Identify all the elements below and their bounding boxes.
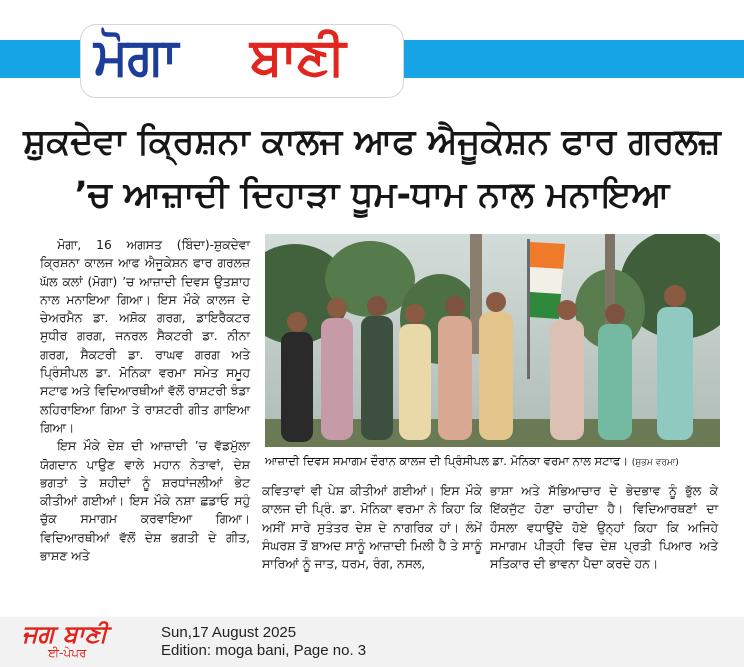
photo-caption	[265, 449, 720, 473]
photo-caption-text: ਆਜ਼ਾਦੀ ਦਿਵਸ ਸਮਾਗਮ ਦੌਰਾਨ ਕਾਲਜ ਦੀ ਪ੍ਰਿੰਸੀਪਲ ਡਾ. ਮੋਨਿਕਾ ਵਰਮਾ ਨਾਲ ਸਟਾਫ।	[265, 454, 629, 468]
article-paragraph-1: ਮੋਗਾ, 16 ਅਗਸਤ (ਬਿੰਦਾ)-ਸ਼ੁਕਦੇਵਾ ਕ੍ਰਿਸ਼ਨਾ ਕਾਲਜ ਆਫ ਐਜੂਕੇਸ਼ਨ ਫਾਰ ਗਰਲਜ਼ ਘੱਲ ਕਲਾਂ (ਮੋਗਾ) ’ਚ ਆਜ਼ਾਦੀ ਦਿਵਸ ਉਤਸ਼ਾਹ ਨਾਲ ਮਨਾਇਆ ਗਿਆ। ਇਸ ਮੌਕੇ ਕਾਲਜ ਦੇ ਚੇਅਰਮੈਨ ਡਾ. ਅਸ਼ੋਕ ਗਰਗ, ਡਾਇਰੈਕਟਰ ਸੁਧੀਰ ਗਰਗ, ਜਨਰਲ ਸੈਕਟਰੀ ਡਾ. ਨੀਨਾ ਗਰਗ, ਸੈਕਟਰੀ ਡਾ. ਰਾਘਵ ਗਰਗ ਅਤੇ ਪ੍ਰਿੰਸੀਪਲ ਡਾ. ਮੋਨਿਕਾ ਵਰਮਾ ਸਮੇਤ ਸਮੂਹ ਸਟਾਫ ਅਤੇ ਵਿਦਿਆਰਥੀਆਂ ਵੱਲੋਂ ਰਾਸ਼ਟਰੀ ਝੰਡਾ ਲਹਿਰਾਇਆ ਗਿਆ ਤੇ ਰਾਸ਼ਟਰੀ ਗੀਤ ਗਾਇਆ ਗਿਆ।	[40, 238, 250, 435]
article-column-2-text: ਕਵਿਤਾਵਾਂ ਵੀ ਪੇਸ਼ ਕੀਤੀਆਂ ਗਈਆਂ। ਇਸ ਮੌਕੇ ਕਾਲਜ ਦੀ ਪ੍ਰਿੰ. ਡਾ. ਮੋਨਿਕਾ ਵਰਮਾ ਨੇ ਕਿਹਾ ਕਿ ਅਸੀਂ ਸਾਰੇ ਸੁਤੰਤਰ ਦੇਸ਼ ਦੇ ਨਾਗਰਿਕ ਹਾਂ। ਲੰਮੇਂ ਸੰਘਰਸ਼ ਤੋਂ ਬਾਅਦ ਸਾਨੂੰ ਆਜ਼ਾਦੀ ਮਿਲੀ ਹੈ ਤੇ ਸਾਨੂੰ ਸਾਰਿਆਂ ਨੂੰ ਜਾਤ, ਧਰਮ, ਰੰਗ, ਨਸਲ,	[262, 484, 482, 572]
headline-line-2: ’ਚ ਆਜ਼ਾਦੀ ਦਿਹਾੜਾ ਧੂਮ-ਧਾਮ ਨਾਲ ਮਨਾਇਆ	[74, 175, 670, 215]
article-column-2	[262, 482, 482, 573]
masthead-word-bani: ਬਾਣੀ	[250, 27, 345, 87]
masthead	[0, 0, 744, 110]
news-photo-illustration	[265, 234, 720, 447]
article-column-3	[490, 482, 718, 573]
epaper-footer	[0, 617, 744, 667]
article-paragraph-2: ਇਸ ਮੌਕੇ ਦੇਸ਼ ਦੀ ਆਜ਼ਾਦੀ ’ਚ ਵੱਡਮੁੱਲਾ ਯੋਗਦਾਨ ਪਾਉਣ ਵਾਲੇ ਮਹਾਨ ਨੇਤਾਵਾਂ, ਦੇਸ਼ ਭਗਤਾਂ ਤੇ ਸ਼ਹੀਦਾਂ ਨੂੰ ਸ਼ਰਧਾਂਜਲੀਆਂ ਭੇਟ ਕੀਤੀਆਂ ਗਈਆਂ। ਇਸ ਮੌਕੇ ਨਸ਼ਾ ਛਡਾਓ ਸਹੁੰ ਚੁੱਕ ਸਮਾਗਮ ਕਰਵਾਇਆ ਗਿਆ। ਵਿਦਿਆਰਥੀਆਂ ਵੱਲੋਂ ਦੇਸ਼ ਭਗਤੀ ਦੇ ਗੀਤ, ਭਾਸ਼ਣ ਅਤੇ	[40, 439, 250, 564]
photo-credit: (ਸ਼ੁਭਮ ਵਰਮਾ)	[631, 458, 679, 468]
news-photo	[265, 234, 720, 447]
edition-date: Sun,17 August 2025	[161, 624, 297, 641]
masthead-word-moga: ਮੋਗਾ	[94, 27, 178, 87]
edition-info: Edition: moga bani, Page no. 3	[161, 642, 367, 659]
epaper-label: ਈ-ਪੇਪਰ	[48, 646, 87, 660]
article-column-1	[40, 236, 250, 565]
article-column-3-text: ਭਾਸ਼ਾ ਅਤੇ ਸੱਭਿਆਚਾਰ ਦੇ ਭੇਦਭਾਵ ਨੂੰ ਭੁੱਲ ਕੇ ਇੱਕਜੁੱਟ ਹੋਣਾ ਚਾਹੀਦਾ ਹੈ। ਵਿਦਿਆਰਥਣਾਂ ਦਾ ਹੌਸਲਾ ਵਧਾਉਂਦੇ ਹੋਏ ਉਨ੍ਹਾਂ ਕਿਹਾ ਕਿ ਅਜਿਹੇ ਸਮਾਗਮ ਪੀੜ੍ਹੀ ਵਿਚ ਦੇਸ਼ ਪ੍ਰਤੀ ਪਿਆਰ ਅਤੇ ਸਤਿਕਾਰ ਦੀ ਭਾਵਨਾ ਪੈਦਾ ਕਰਦੇ ਹਨ।	[490, 484, 718, 572]
jag-bani-logo[interactable]: ਜਗ ਬਾਣੀ	[22, 620, 108, 648]
headline-line-1: ਸ਼ੁਕਦੇਵਾ ਕ੍ਰਿਸ਼ਨਾ ਕਾਲਜ ਆਫ ਐਜੂਕੇਸ਼ਨ ਫਾਰ ਗਰਲਜ਼	[23, 122, 721, 162]
